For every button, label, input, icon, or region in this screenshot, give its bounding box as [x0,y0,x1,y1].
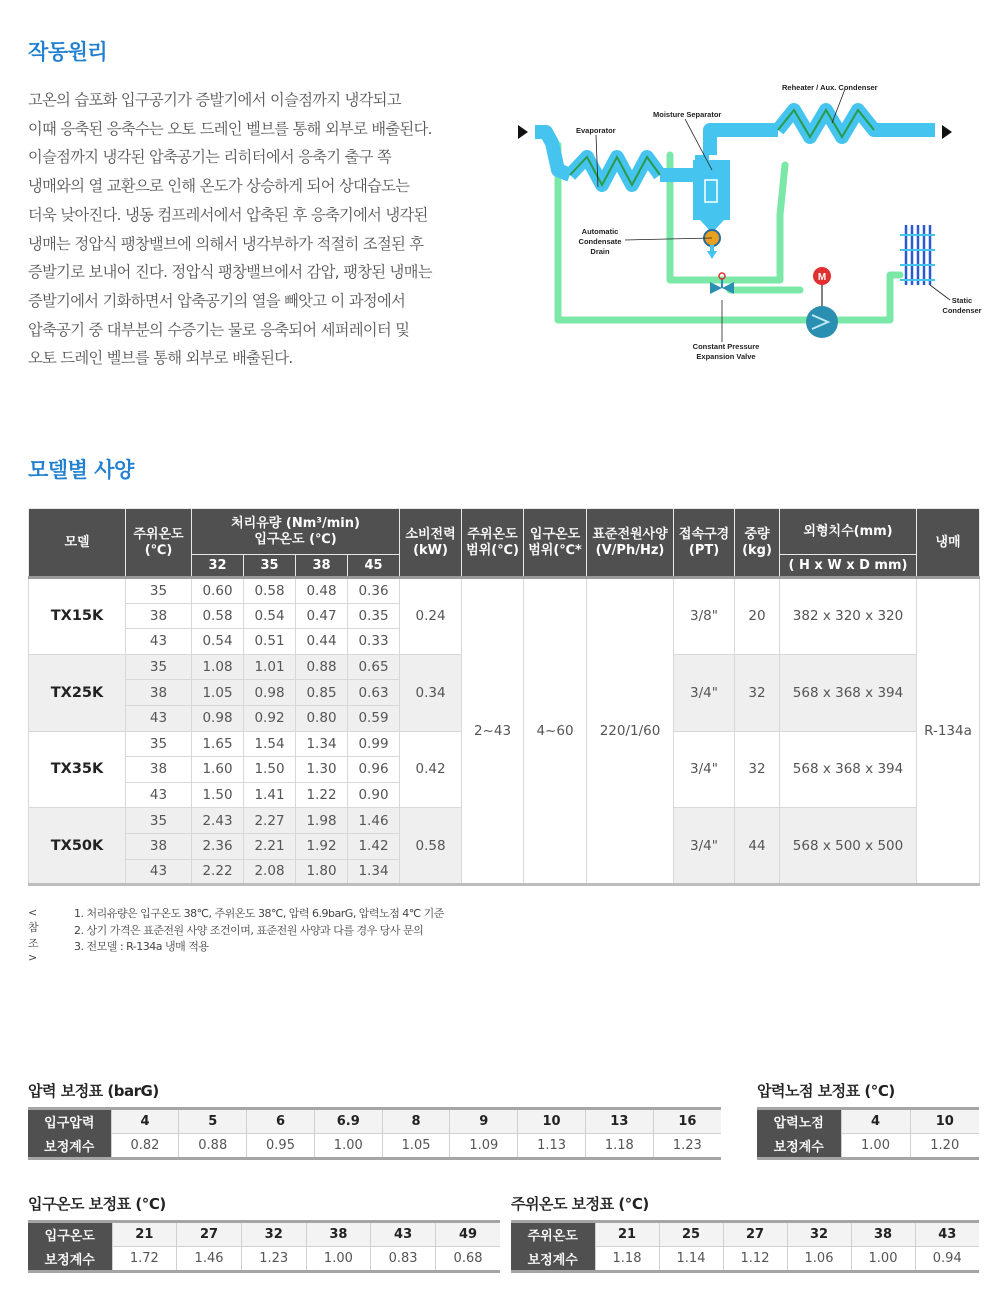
principle-line: 오토 드레인 벨브를 통해 외부로 배출된다. [28,349,293,368]
inlet-head-cell: 32 [241,1222,306,1247]
flow-cell: 1.05 [192,680,244,706]
pressure-head-cell: 16 [653,1109,721,1134]
flow-cell: 0.54 [192,629,244,655]
connection-cell: 3/8" [674,578,735,655]
flow-cell: 1.80 [296,859,348,885]
inlet-correction-table [28,1220,500,1273]
weight-cell: 32 [735,731,780,808]
header-dims-unit: ( H x W x D mm) [780,555,917,578]
flow-cell: 1.50 [244,757,296,783]
label-static-2: Condenser [942,306,982,315]
pressure-value-cell: 1.18 [585,1134,653,1159]
dewpoint-head-row [757,1109,979,1134]
flow-cell: 0.47 [296,603,348,629]
ambient-head-cell: 32 [787,1222,851,1247]
flow-cell: 0.90 [348,782,400,808]
ambient-value-row [511,1247,979,1272]
flow-cell: 1.60 [192,757,244,783]
label-reheater: Reheater / Aux. Condenser [782,83,878,92]
principle-line: 이슬점까지 냉각된 압축공기는 리히터에서 응축기 출구 쪽 [28,148,392,167]
dewpoint-head-label: 압력노점 [757,1109,841,1134]
ambient-cell: 35 [126,731,192,757]
label-valve-1: Constant Pressure [692,342,760,351]
flow-cell: 2.27 [244,808,296,834]
spec-table [28,508,980,886]
pressure-head-cell: 6.9 [314,1109,382,1134]
header-flow: 처리유량 (Nm³/min) 입구온도 (℃) [192,509,400,555]
header-model: 모델 [29,509,126,578]
label-evaporator: Evaporator [576,126,616,135]
principle-line: 이때 응축된 응축수는 오토 드레인 벨브를 통해 외부로 배출된다. [28,119,432,138]
flow-cell: 1.30 [296,757,348,783]
pressure-value-cell: 1.09 [450,1134,518,1159]
inlet-range-cell: 4~60 [524,578,587,885]
principle-line: 더욱 낮아진다. 냉동 컴프레서에서 압축된 후 응축기에서 냉각된 [28,205,428,224]
dewpoint-value-label: 보정계수 [757,1134,841,1159]
header-dims: 외형치수(mm) [780,509,917,555]
model-name: TX35K [29,731,126,808]
label-drain-3: Drain [590,247,610,256]
flow-cell: 0.85 [296,680,348,706]
flow-cell: 1.65 [192,731,244,757]
flow-cell: 2.22 [192,859,244,885]
ambient-head-cell: 21 [595,1222,659,1247]
flow-cell: 0.36 [348,578,400,604]
header-inlet-range: 입구온도 범위(℃* [524,509,587,578]
header-flow-temp: 32 [192,555,244,578]
ambient-cell: 38 [126,757,192,783]
dims-cell: 568 x 368 x 394 [780,731,917,808]
ambient-cell: 43 [126,782,192,808]
table-row [29,578,980,604]
flow-cell: 0.63 [348,680,400,706]
air-outlet-arrow-icon [942,125,952,139]
pressure-head-cell: 6 [247,1109,315,1134]
pressure-head-cell: 4 [111,1109,179,1134]
flow-cell: 2.21 [244,833,296,859]
ambient-value-cell: 1.00 [851,1247,915,1272]
specs-title: 모델별 사양 [28,458,134,482]
ambient-value-cell: 1.06 [787,1247,851,1272]
principle-title: 작동원리 [28,40,108,64]
supply-cell: 220/1/60 [587,578,674,885]
pressure-value-label: 보정계수 [28,1134,111,1159]
dewpoint-correction-table [757,1107,979,1160]
pressure-value-cell: 1.23 [653,1134,721,1159]
header-supply: 표준전원사양 (V/Ph/Hz) [587,509,674,578]
inlet-value-cell: 0.68 [435,1247,500,1272]
ambient-value-cell: 1.12 [723,1247,787,1272]
flow-cell: 2.36 [192,833,244,859]
ambient-value-cell: 1.18 [595,1247,659,1272]
ambient-head-cell: 27 [723,1222,787,1247]
header-flow-temp: 45 [348,555,400,578]
pressure-value-cell: 1.13 [518,1134,586,1159]
inlet-value-row [28,1247,500,1272]
flow-cell: 0.33 [348,629,400,655]
flow-cell: 1.46 [348,808,400,834]
flow-cell: 1.08 [192,654,244,680]
ambient-value-label: 보정계수 [511,1247,595,1272]
flow-cell: 1.42 [348,833,400,859]
pressure-correction-table [28,1107,721,1160]
principle-line: 압축공기 중 대부분의 수증기는 물로 응축되어 세퍼레이터 및 [28,320,410,339]
pressure-table-title: 압력 보정표 (barG) [28,1082,159,1100]
connection-cell: 3/4" [674,731,735,808]
flow-cell: 0.51 [244,629,296,655]
refrigerant-cell: R-134a [917,578,980,885]
flow-cell: 0.48 [296,578,348,604]
dewpoint-table-title: 압력노점 보정표 (℃) [757,1082,895,1100]
header-refrigerant: 냉매 [917,509,980,578]
model-name: TX50K [29,808,126,885]
header-weight: 중량 (kg) [735,509,780,578]
inlet-head-cell: 38 [306,1222,371,1247]
ambient-correction-table [511,1220,979,1273]
flow-cell: 1.92 [296,833,348,859]
dewpoint-value-cell: 1.20 [910,1134,979,1159]
inlet-head-cell: 21 [112,1222,177,1247]
label-drain-1: Automatic [581,227,619,236]
flow-cell: 0.60 [192,578,244,604]
pressure-head-row [28,1109,721,1134]
flow-cell: 0.54 [244,603,296,629]
flow-cell: 1.34 [296,731,348,757]
dims-cell: 382 x 320 x 320 [780,578,917,655]
ambient-cell: 43 [126,859,192,885]
flow-cell: 1.22 [296,782,348,808]
ambient-table-title: 주위온도 보정표 (℃) [511,1195,649,1213]
flow-cell: 1.34 [348,859,400,885]
ambient-cell: 38 [126,680,192,706]
pressure-head-cell: 10 [518,1109,586,1134]
motor-label: M [817,272,827,283]
principle-line: 고온의 습포화 입구공기가 증발기에서 이슬점까지 냉각되고 [28,91,401,109]
principle-line: 냉매와의 열 교환으로 인해 온도가 상승하게 되어 상대습도는 [28,177,410,196]
model-name: TX25K [29,654,126,731]
pressure-head-cell: 13 [585,1109,653,1134]
pressure-value-row [28,1134,721,1159]
power-cell: 0.42 [400,731,462,808]
inlet-head-cell: 27 [177,1222,242,1247]
inlet-value-label: 보정계수 [28,1247,112,1272]
flow-cell: 0.35 [348,603,400,629]
dryer-flow-diagram [510,75,990,375]
ambient-head-cell: 43 [915,1222,979,1247]
flow-cell: 0.59 [348,705,400,731]
connection-cell: 3/4" [674,808,735,885]
ambient-value-cell: 1.14 [659,1247,723,1272]
label-static-1: Static [951,296,973,305]
header-connection: 접속구경 (PT) [674,509,735,578]
flow-cell: 0.88 [296,654,348,680]
header-power: 소비전력 (kW) [400,509,462,578]
flow-cell: 0.44 [296,629,348,655]
pressure-value-cell: 1.00 [314,1134,382,1159]
dewpoint-value-cell: 1.00 [841,1134,910,1159]
flow-cell: 0.98 [192,705,244,731]
ambient-head-cell: 25 [659,1222,723,1247]
inlet-head-label: 입구온도 [28,1222,112,1247]
ambient-cell: 35 [126,654,192,680]
note-item: 2. 상기 가격은 표준전원 사양 조건이며, 표준전원 사양과 다를 경우 당사 문의 [74,923,424,937]
inlet-head-row [28,1222,500,1247]
ambient-cell: 35 [126,578,192,604]
ambient-value-cell: 0.94 [915,1247,979,1272]
model-name: TX15K [29,578,126,655]
ambient-cell: 35 [126,808,192,834]
label-moisture-separator: Moisture Separator [653,110,722,119]
flow-cell: 2.08 [244,859,296,885]
pressure-head-cell: 5 [179,1109,247,1134]
dims-cell: 568 x 368 x 394 [780,654,917,731]
note-item: 3. 전모델 : R-134a 냉매 적용 [74,940,209,953]
principle-line: 증발기에서 기화하면서 압축공기의 열을 빼앗고 이 과정에서 [28,291,406,310]
flow-cell: 0.98 [244,680,296,706]
dewpoint-head-cell: 10 [910,1109,979,1134]
pressure-value-cell: 0.88 [179,1134,247,1159]
flow-cell: 0.58 [244,578,296,604]
header-flow-temp: 35 [244,555,296,578]
pressure-head-cell: 9 [450,1109,518,1134]
power-cell: 0.24 [400,578,462,655]
principle-line: 냉매는 정압식 팽창밸브에 의해서 냉각부하가 적절히 조절된 후 [28,234,424,253]
principle-text [28,86,503,373]
power-cell: 0.58 [400,808,462,885]
flow-cell: 0.58 [192,603,244,629]
flow-cell: 0.80 [296,705,348,731]
amb-range-cell: 2~43 [462,578,524,885]
dewpoint-head-cell: 4 [841,1109,910,1134]
power-cell: 0.34 [400,654,462,731]
ambient-head-row [511,1222,979,1247]
flow-cell: 1.98 [296,808,348,834]
flow-cell: 2.43 [192,808,244,834]
compressor-icon [806,306,838,338]
header-flow-temp: 38 [296,555,348,578]
pressure-value-cell: 0.95 [247,1134,315,1159]
inlet-table-title: 입구온도 보정표 (℃) [28,1195,166,1213]
label-valve-2: Expansion Valve [696,352,756,361]
label-drain-2: Condensate [578,237,622,246]
flow-cell: 1.41 [244,782,296,808]
flow-cell: 0.99 [348,731,400,757]
dewpoint-value-row [757,1134,979,1159]
pressure-head-cell: 8 [382,1109,450,1134]
connection-cell: 3/4" [674,654,735,731]
flow-cell: 1.01 [244,654,296,680]
ambient-cell: 38 [126,833,192,859]
flow-cell: 1.54 [244,731,296,757]
inlet-value-cell: 0.83 [371,1247,436,1272]
flow-cell: 0.96 [348,757,400,783]
inlet-value-cell: 1.00 [306,1247,371,1272]
header-amb-range: 주위온도 범위(℃) [462,509,524,578]
note-item: 1. 처리유량은 입구온도 38℃, 주위온도 38℃, 압력 6.9barG, 압력노점 4℃ 기준 [74,907,444,920]
ambient-head-label: 주위온도 [511,1222,595,1247]
header-ambient: 주위온도 (℃) [126,509,192,578]
flow-cell: 0.92 [244,705,296,731]
inlet-head-cell: 49 [435,1222,500,1247]
principle-line: 증발기로 보내어 진다. 정압식 팽창밸브에서 감압, 팽창된 냉매는 [28,263,432,282]
pressure-value-cell: 0.82 [111,1134,179,1159]
notes-label: <참조> [28,906,39,964]
inlet-value-cell: 1.23 [241,1247,306,1272]
pressure-head-label: 입구압력 [28,1109,111,1134]
flow-cell: 1.50 [192,782,244,808]
weight-cell: 32 [735,654,780,731]
ambient-cell: 43 [126,629,192,655]
ambient-cell: 38 [126,603,192,629]
air-inlet-arrow-icon [518,125,528,139]
pressure-value-cell: 1.05 [382,1134,450,1159]
flow-cell: 0.65 [348,654,400,680]
weight-cell: 44 [735,808,780,885]
weight-cell: 20 [735,578,780,655]
inlet-value-cell: 1.46 [177,1247,242,1272]
dims-cell: 568 x 500 x 500 [780,808,917,885]
inlet-value-cell: 1.72 [112,1247,177,1272]
ambient-head-cell: 38 [851,1222,915,1247]
inlet-head-cell: 43 [371,1222,436,1247]
ambient-cell: 43 [126,705,192,731]
